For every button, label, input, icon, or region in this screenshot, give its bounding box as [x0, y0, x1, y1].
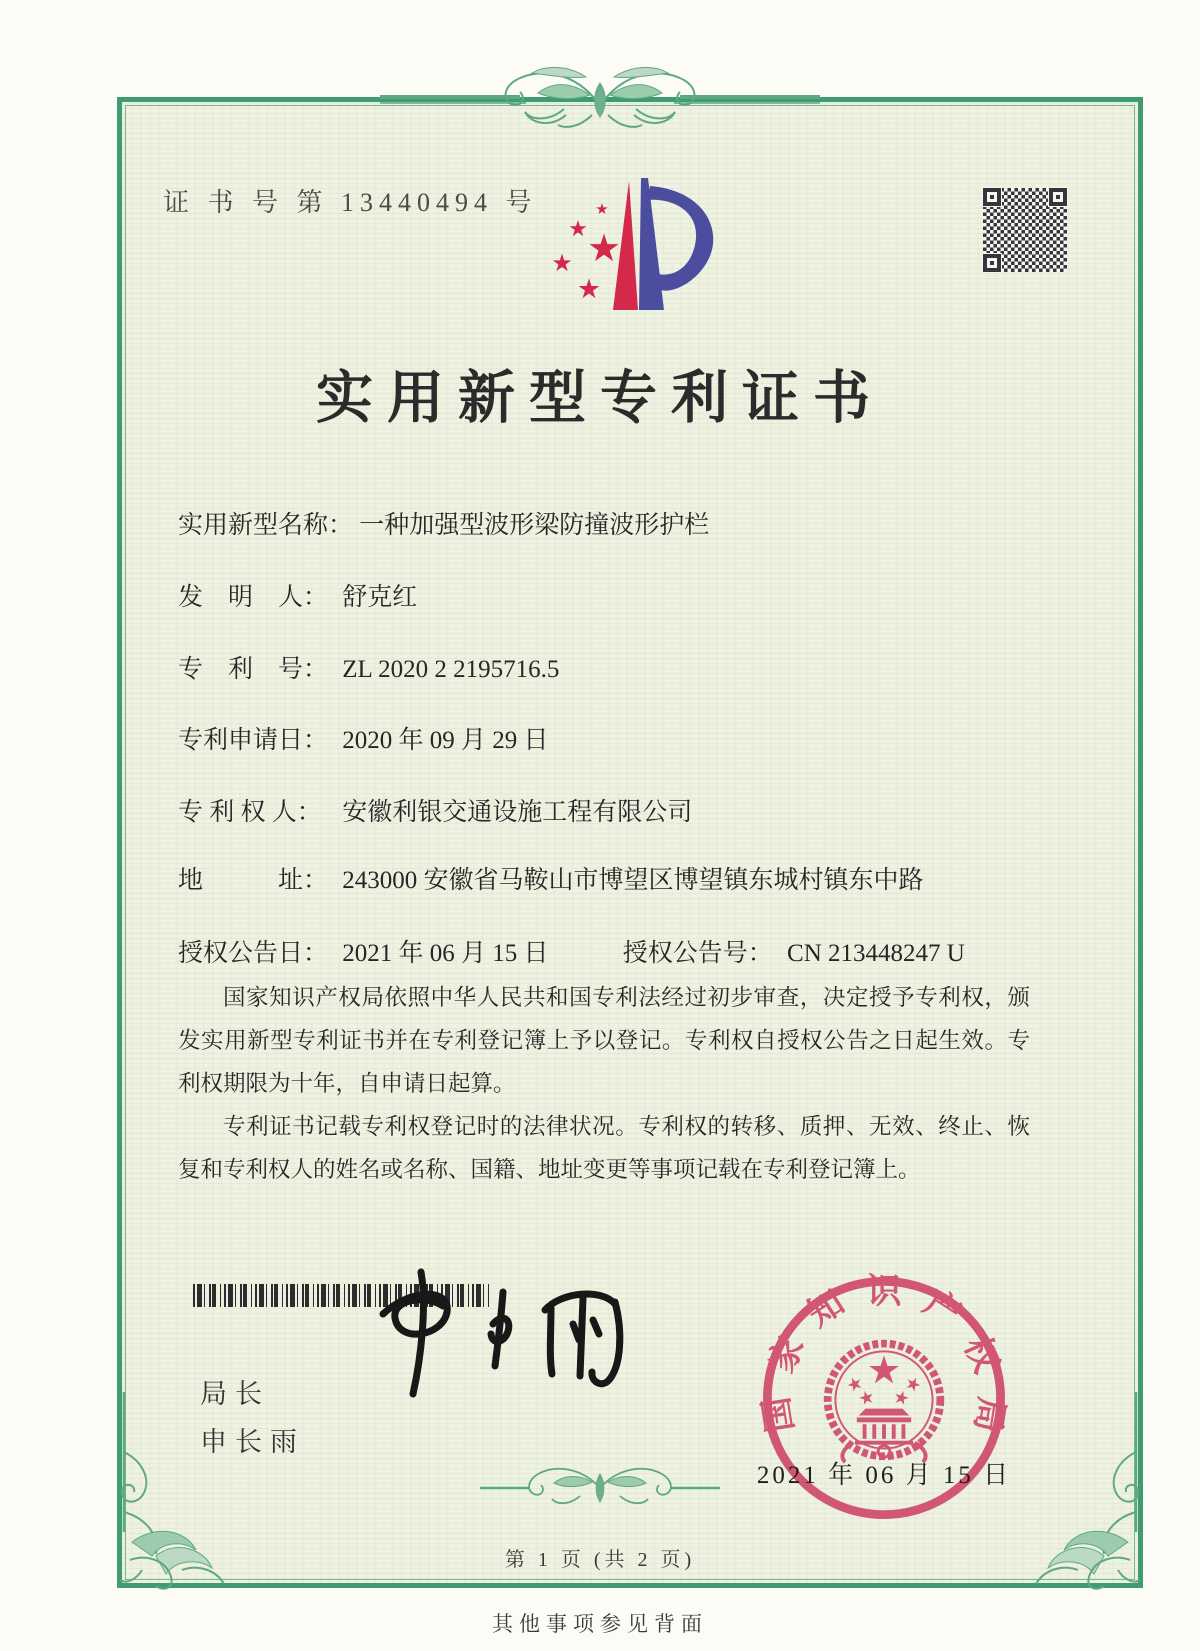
field-value: CN 213448247 U — [787, 940, 965, 967]
field-label: 地 址： — [178, 867, 329, 894]
qr-finder-icon — [982, 187, 1002, 207]
field-row-patentee — [178, 792, 692, 828]
seal-char: 局 — [967, 1394, 1012, 1435]
field-label: 专利申请日： — [178, 727, 329, 754]
field-value: 安徽利银交通设施工程有限公司 — [342, 799, 693, 826]
page-indicator: 第 1 页 (共 2 页) — [504, 1549, 696, 1571]
field-label: 实用新型名称： — [178, 512, 354, 539]
field-value: ZL 2020 2 2195716.5 — [342, 656, 560, 683]
field-label: 专 利 号： — [178, 656, 329, 683]
seal-date: 2021 年 06 月 15 日 — [756, 1462, 1012, 1489]
official-seal — [748, 1262, 1020, 1534]
cnipa-logo-icon — [505, 158, 735, 318]
seal-char: 知 — [800, 1282, 852, 1335]
qr-code — [983, 188, 1067, 272]
svg-text:★: ★ — [576, 274, 602, 305]
field-label: 发 明 人： — [178, 584, 329, 611]
field-value: 舒克红 — [342, 584, 418, 611]
field-value: 243000 安徽省马鞍山市博望区博望镇东城村镇东中路 — [342, 867, 924, 894]
seal-char: 产 — [916, 1282, 968, 1335]
field-value: 2020 年 09 月 29 日 — [342, 727, 549, 754]
svg-text:★: ★ — [586, 226, 622, 270]
director-signature — [345, 1262, 655, 1412]
seal-char: 家 — [761, 1330, 812, 1379]
field-row-grant — [178, 933, 965, 969]
bottom-center-ornament-icon — [470, 1452, 730, 1522]
svg-text:★: ★ — [595, 200, 609, 218]
field-value: 一种加强型波形梁防撞波形护栏 — [359, 512, 710, 539]
qr-finder-icon — [982, 253, 1002, 273]
field-label: 专 利 权 人： — [178, 799, 322, 826]
svg-text:★: ★ — [568, 217, 588, 242]
certificate-number: 证 书 号 第 13440494 号 — [163, 188, 538, 217]
field-row-patent-number — [178, 649, 559, 685]
body-paragraph-2: 专利证书记载专利权登记时的法律状况。专利权的转移、质押、无效、终止、恢复和专利权人的姓名或名称、国籍、地址变更等事项记载在专利登记簿上。 — [178, 1114, 1030, 1182]
qr-finder-icon — [1048, 187, 1068, 207]
certificate-title: 实用新型专利证书 — [316, 367, 884, 430]
top-flourish-ornament-icon — [380, 55, 820, 145]
national-emblem-icon — [828, 1344, 941, 1463]
director-name: 申长雨 — [200, 1427, 305, 1457]
legal-body-text — [178, 976, 1030, 1191]
body-paragraph-1: 国家知识产权局依照中华人民共和国专利法经过初步审查，决定授予专利权，颁发实用新型专利证书并在专利登记簿上予以登记。专利权自授权公告之日起生效。专利权期限为十年，自申请日起算。 — [178, 985, 1030, 1096]
field-label: 授权公告号： — [622, 940, 773, 967]
field-row-inventor — [178, 577, 417, 613]
seal-char: 权 — [956, 1330, 1007, 1379]
director-title: 局长 — [200, 1379, 270, 1409]
field-label: 授权公告日： — [178, 940, 329, 967]
seal-char: 识 — [866, 1271, 902, 1311]
field-row-filing-date — [178, 720, 549, 756]
seal-char: 国 — [756, 1394, 801, 1435]
svg-text:★: ★ — [551, 249, 573, 277]
field-row-address — [178, 860, 924, 896]
field-row-utility-model-name — [178, 505, 709, 541]
back-side-note: 其他事项参见背面 — [492, 1612, 708, 1636]
field-value: 2021 年 06 月 15 日 — [342, 940, 549, 967]
